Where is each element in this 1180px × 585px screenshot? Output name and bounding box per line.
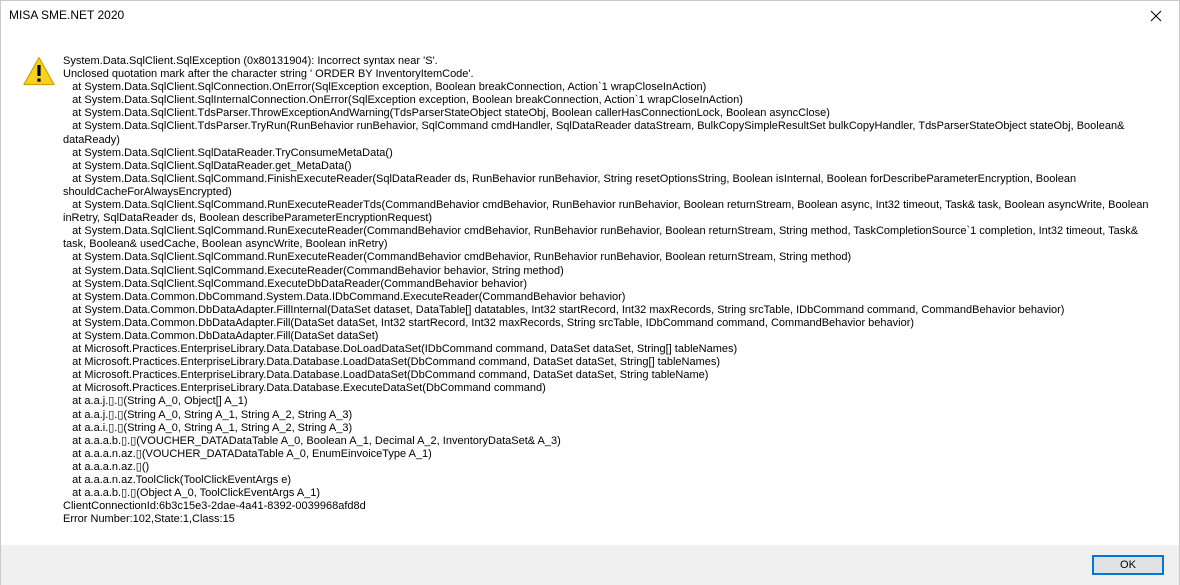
message-line: at a.a.a.b.▯.▯(Object A_0, ToolClickEventArgs A_1) [63,487,321,500]
message-line: at Microsoft.Practices.EnterpriseLibrary.Data.Database.LoadDataSet(DbCommand command, DataSet dataSet, String[] tableNames) [63,356,721,369]
dialog-content [1,31,1179,545]
message-line: at System.Data.SqlClient.SqlDataReader.get_MetaData() [63,159,352,172]
message-line: at System.Data.Common.DbDataAdapter.Fill(DataSet dataSet, Int32 startRecord, Int32 maxRecords, String srcTable, IDbCommand command, CommandBehavior behavior) [63,316,915,329]
message-line: at a.a.a.n.az.ToolClick(ToolClickEventArgs e) [63,474,292,486]
message-line: at Microsoft.Practices.EnterpriseLibrary.Data.Database.DoLoadDataSet(IDbCommand command, DataSet dataSet, String[] tableNames) [63,343,738,356]
error-message [63,55,1163,526]
message-line: at a.a.j.▯.▯(String A_0, String A_1, String A_2, String A_3) [63,408,353,421]
message-line: ClientConnectionId:6b3c15e3-2dae-4a41-8392-0039968afd8d [63,500,366,513]
message-line: at System.Data.SqlClient.SqlConnection.OnError(SqlException exception, Boolean breakConnection, Action`1 wrapCloseInAction) [63,81,707,94]
message-line: at a.a.a.n.az.▯(VOUCHER_DATADataTable A_0, EnumEinvoiceType A_1) [63,447,432,460]
message-line: at a.a.a.b.▯.▯(VOUCHER_DATADataTable A_0, Boolean A_1, Decimal A_2, InventoryDataSet& A_3) [63,434,561,447]
window-title: MISA SME.NET 2020 [9,8,125,22]
title-bar[interactable] [1,1,1179,31]
message-line: at System.Data.SqlClient.SqlInternalConnection.OnError(SqlException exception, Boolean breakConnection, Action`1 wrapCloseInAction) [63,94,743,107]
message-line: at Microsoft.Practices.EnterpriseLibrary.Data.Database.LoadDataSet(DbCommand command, DataSet dataSet, String tableName) [63,369,709,382]
message-line: at System.Data.SqlClient.SqlDataReader.TryConsumeMetaData() [63,146,393,159]
warning-icon [23,56,55,86]
message-line: at System.Data.Common.DbCommand.System.Data.IDbCommand.ExecuteReader(CommandBehavior behavior) [63,290,626,303]
message-line: at System.Data.SqlClient.TdsParser.TryRun(RunBehavior runBehavior, SqlCommand cmdHandler, SqlDataReader dataStream, BulkCopySimpleResultSet bulkCopyHandler, TdsParserStateObject stateObj, Boolean& dataReady) [63,120,1128,146]
message-line: at System.Data.Common.DbDataAdapter.Fill(DataSet dataSet) [63,329,379,342]
message-line: at Microsoft.Practices.EnterpriseLibrary.Data.Database.ExecuteDataSet(DbCommand command) [63,382,546,395]
message-line: at System.Data.SqlClient.SqlCommand.RunExecuteReader(CommandBehavior cmdBehavior, RunBehavior runBehavior, Boolean returnStream, String method) [63,251,852,264]
ok-button[interactable]: OK [1092,555,1164,575]
message-line: at System.Data.SqlClient.TdsParser.ThrowExceptionAndWarning(TdsParserStateObject stateObj, Boolean callerHasConnectionLock, Boolean asyncClose) [63,107,830,120]
close-button[interactable] [1133,1,1179,31]
message-line: at System.Data.Common.DbDataAdapter.FillInternal(DataSet dataset, DataTable[] datatables, Int32 startRecord, Int32 maxRecords, String srcTable, IDbCommand command, CommandBehavior behavior) [63,303,1065,316]
message-line: System.Data.SqlClient.SqlException (0x80131904): Incorrect syntax near 'S'. [63,55,438,67]
close-icon [1150,10,1162,22]
message-line: at System.Data.SqlClient.SqlCommand.FinishExecuteReader(SqlDataReader ds, RunBehavior runBehavior, String resetOptionsString, Boolean isInternal, Boolean forDescribeParameterEncryption, Boolean shouldCacheForAlwaysEncrypted) [63,172,1080,198]
message-line: at a.a.j.▯.▯(String A_0, Object[] A_1) [63,395,248,408]
message-line: at System.Data.SqlClient.SqlCommand.ExecuteDbDataReader(CommandBehavior behavior) [63,277,528,290]
message-line: at System.Data.SqlClient.SqlCommand.RunExecuteReaderTds(CommandBehavior cmdBehavior, RunBehavior runBehavior, Boolean returnStream, Boolean async, Int32 timeout, Task& task, Boolean asyncWrite, Boolean inRetry, SqlDataReader ds, Boolean describeParameterEncryptionRequest) [63,199,1152,225]
message-line: Error Number:102,State:1,Class:15 [63,513,235,526]
message-line: Unclosed quotation mark after the character string ' ORDER BY InventoryItemCode'. [63,68,474,81]
dialog-footer [1,545,1179,585]
message-line: at System.Data.SqlClient.SqlCommand.RunExecuteReader(CommandBehavior cmdBehavior, RunBehavior runBehavior, Boolean returnStream, String method, TaskCompletionSource`1 completion, Int32 timeout, Task& task, Boolean& usedCache, Boolean asyncWrite, Boolean inRetry) [63,225,1142,251]
message-line: at System.Data.SqlClient.SqlCommand.ExecuteReader(CommandBehavior behavior, String method) [63,264,564,277]
message-line: at a.a.a.n.az.▯() [63,460,150,473]
message-line: at a.a.i.▯.▯(String A_0, String A_1, String A_2, String A_3) [63,421,353,434]
